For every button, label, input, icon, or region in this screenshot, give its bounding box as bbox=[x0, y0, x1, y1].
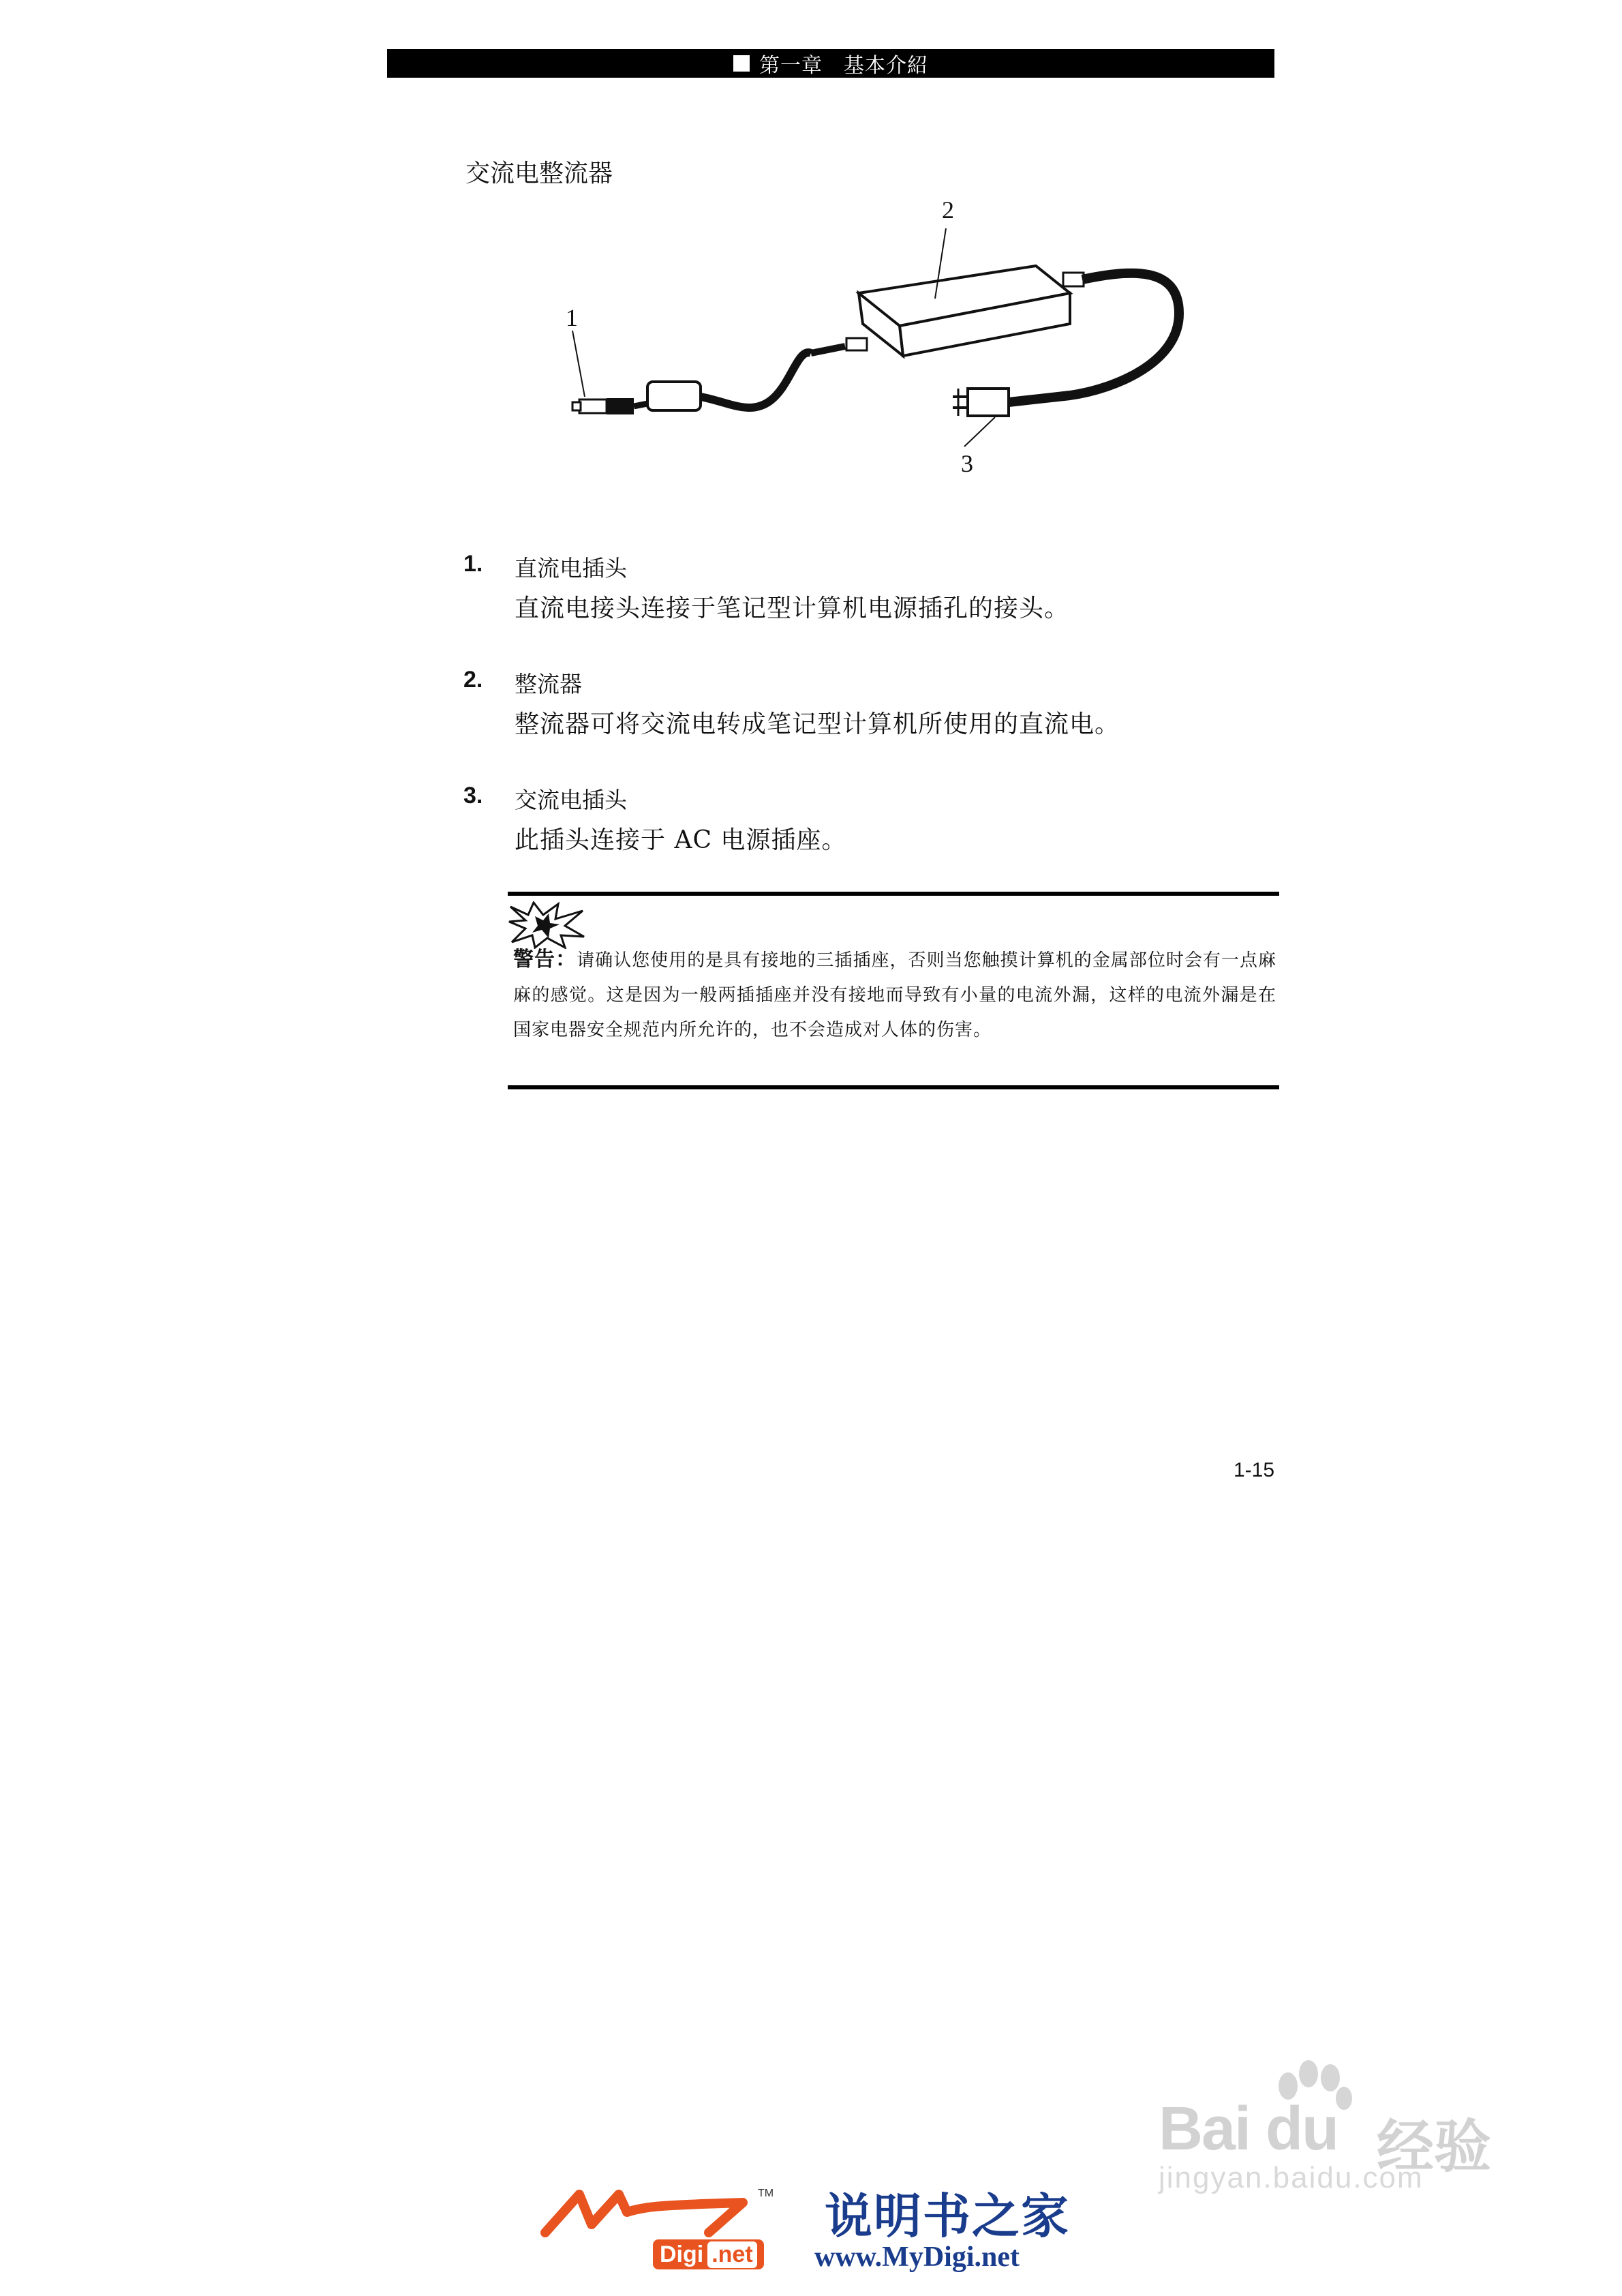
digi-net-badge bbox=[653, 2239, 764, 2269]
trademark-mark: TM bbox=[758, 2188, 774, 2199]
item-title: 直流电插头 bbox=[515, 555, 627, 581]
callout-3: 3 bbox=[961, 450, 973, 477]
watermark-domain: jingyan.baidu.com bbox=[1159, 2161, 1424, 2194]
brand-name: 说明书之家 bbox=[825, 2188, 1070, 2244]
dc-plug bbox=[572, 346, 845, 414]
mydigi-footer-logo bbox=[538, 2178, 1152, 2280]
item-number: 3. bbox=[463, 783, 483, 809]
section-title: 交流电整流器 bbox=[465, 160, 613, 187]
item-number: 2. bbox=[463, 667, 483, 693]
square-bullet-icon bbox=[733, 55, 750, 72]
jingyan-text: 经验 bbox=[1377, 2113, 1492, 2180]
ac-adapter-diagram bbox=[532, 184, 1213, 504]
item-description: 此插头连接于 AC 电源插座。 bbox=[515, 826, 847, 854]
warning-label: 警告： bbox=[513, 948, 577, 971]
item-description: 整流器可将交流电转成笔记型计算机所使用的直流电。 bbox=[515, 710, 1120, 738]
page-number: 1-15 bbox=[1234, 1459, 1275, 1481]
digi-text: Digi bbox=[660, 2241, 704, 2267]
adapter-body bbox=[846, 266, 1084, 356]
brand-url: www.MyDigi.net bbox=[814, 2241, 1020, 2273]
callout-2: 2 bbox=[942, 196, 954, 224]
item-title: 整流器 bbox=[515, 671, 582, 697]
warning-body: 请确认您使用的是具有接地的三插插座，否则当您触摸计算机的金属部位时会有一点麻麻的感觉。这是因为一般两插插座并没有接地而导致有小量的电流外漏，这样的电流外漏是在国家电器安全规范内所允许的，也不会造成对人体的伤害。 bbox=[513, 950, 1276, 1040]
chapter-header-bar bbox=[387, 49, 1274, 78]
item-description: 直流电接头连接于笔记型计算机电源插孔的接头。 bbox=[515, 594, 1070, 622]
baidu-jingyan-watermark bbox=[1152, 2059, 1533, 2194]
net-text: .net bbox=[707, 2241, 756, 2268]
my-logo-mark bbox=[538, 2185, 756, 2239]
warning-text bbox=[513, 942, 1276, 1048]
chapter-title: 第一章 基本介紹 bbox=[759, 54, 928, 78]
item-title: 交流电插头 bbox=[515, 787, 627, 813]
callout-1: 1 bbox=[566, 304, 578, 331]
item-number: 1. bbox=[463, 551, 483, 577]
baidu-logo-text: Bai du bbox=[1159, 2095, 1338, 2163]
warning-box bbox=[508, 892, 1279, 1089]
